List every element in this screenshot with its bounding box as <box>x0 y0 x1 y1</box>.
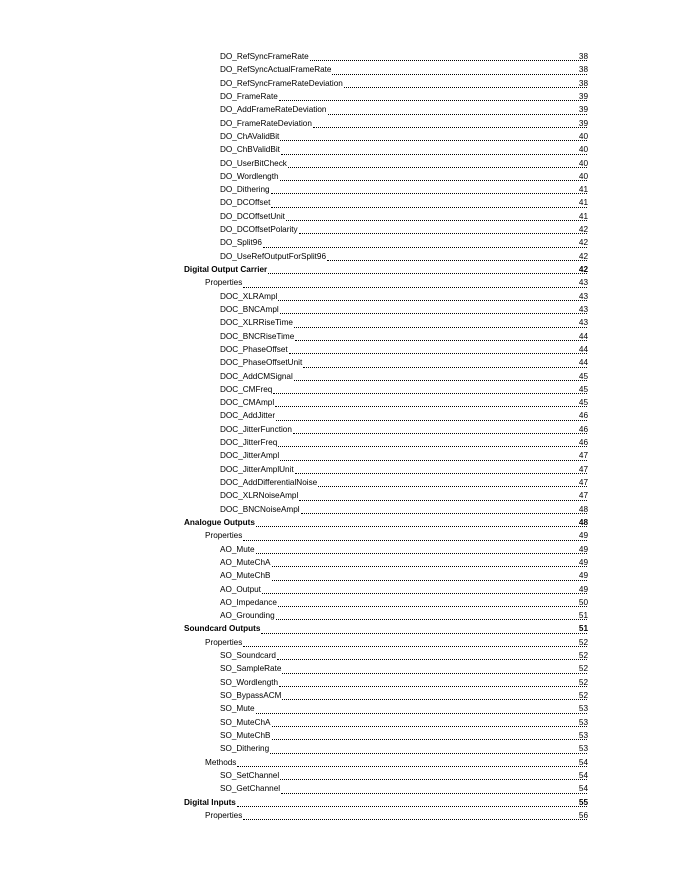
toc-entry-label: DOC_CMAmpl <box>220 398 275 408</box>
toc-subsection[interactable] <box>0 276 680 289</box>
dot-leader <box>272 565 587 567</box>
toc-entry-text <box>220 396 589 409</box>
toc-entry-label: DOC_AddDifferentialNoise <box>220 478 318 487</box>
toc-entry[interactable] <box>0 716 680 729</box>
dot-leader <box>278 299 587 301</box>
toc-page-number: 42 <box>578 251 588 261</box>
toc-entry[interactable] <box>0 409 680 422</box>
toc-page-number: 49 <box>578 531 588 541</box>
toc-entry[interactable] <box>0 729 680 742</box>
dot-leader <box>243 286 587 288</box>
toc-section-heading[interactable] <box>0 796 680 809</box>
dot-leader <box>281 153 587 155</box>
toc-entry-label: DO_ChAValidBit <box>220 131 280 141</box>
toc-entry-label: DO_AddFrameRateDeviation <box>220 105 327 115</box>
dot-leader <box>268 272 587 274</box>
toc-entry-label: DO_FrameRateDeviation <box>220 118 312 128</box>
dot-leader <box>271 206 587 208</box>
toc-entry[interactable] <box>0 662 680 675</box>
toc-entry-text <box>220 782 589 795</box>
toc-page-number: 53 <box>578 717 588 727</box>
toc-entry-text <box>184 263 589 276</box>
toc-page-number: 56 <box>578 810 588 820</box>
toc-entry[interactable] <box>0 476 680 489</box>
toc-entry[interactable] <box>0 250 680 263</box>
toc-entry-label: DO_UserBitCheck <box>220 158 287 168</box>
toc-entry[interactable] <box>0 449 680 462</box>
toc-entry-text <box>205 529 589 542</box>
toc-entry-text <box>220 130 589 143</box>
toc-entry-label: SO_GetChannel <box>220 784 281 794</box>
toc-entry-label: Digital Inputs <box>184 797 236 807</box>
toc-entry[interactable] <box>0 343 680 356</box>
toc-page-number: 52 <box>578 677 588 687</box>
toc-entry-text <box>220 63 589 76</box>
toc-entry-label: DOC_AddJitter <box>220 411 276 421</box>
toc-page-number: 50 <box>578 597 588 607</box>
toc-entry-label: DO_DCOffsetUnit <box>220 211 285 221</box>
toc-entry[interactable] <box>0 63 680 76</box>
toc-page-number: 42 <box>578 225 588 235</box>
dot-leader <box>280 459 587 461</box>
toc-entry[interactable] <box>0 396 680 409</box>
toc-entry-label: SO_Soundcard <box>220 651 276 661</box>
toc-page-number: 38 <box>578 65 588 75</box>
toc-entry[interactable] <box>0 183 680 196</box>
toc-entry-text <box>220 316 589 329</box>
toc-entry-label: AO_MuteChA <box>220 557 271 567</box>
toc-entry-label: DOC_BNCRiseTime <box>220 331 295 341</box>
toc-page-number: 44 <box>578 344 588 354</box>
toc-page-number: 53 <box>578 730 588 740</box>
toc-page-number: 51 <box>578 611 588 621</box>
toc-entry-label: DOC_JitterFreq <box>220 438 278 448</box>
toc-entry-label: AO_Mute <box>220 544 255 554</box>
toc-entry[interactable] <box>0 223 680 236</box>
dot-leader <box>294 326 587 328</box>
toc-entry[interactable] <box>0 503 680 516</box>
toc-page-number: 43 <box>578 304 588 314</box>
toc-entry[interactable] <box>0 689 680 702</box>
toc-entry-label: DO_FrameRate <box>220 91 278 101</box>
toc-entry-label: DOC_JitterAmplUnit <box>220 464 294 474</box>
toc-entry-label: DOC_AddCMSignal <box>220 371 293 381</box>
toc-entry-label: SO_MuteChB <box>220 730 271 740</box>
toc-entry-label: DO_DCOffset <box>220 198 271 208</box>
toc-entry-text <box>220 157 589 170</box>
toc-entry[interactable] <box>0 236 680 249</box>
toc-entry-label: Properties <box>205 531 243 541</box>
dot-leader <box>276 618 587 620</box>
toc-entry-label: Soundcard Outputs <box>184 624 261 634</box>
dot-leader <box>273 392 587 394</box>
dot-leader <box>313 126 587 128</box>
toc-entry-label: Analogue Outputs <box>184 517 255 527</box>
dot-leader <box>301 512 587 514</box>
toc-entry[interactable] <box>0 436 680 449</box>
dot-leader <box>237 765 587 767</box>
toc-entry-label: DO_DCOffsetPolarity <box>220 225 298 235</box>
toc-entry-label: Properties <box>205 278 243 288</box>
toc-entry-text <box>220 662 589 675</box>
toc-page-number: 38 <box>578 78 588 88</box>
toc-page-number: 48 <box>578 504 588 514</box>
toc-entry[interactable] <box>0 330 680 343</box>
toc-page-number: 47 <box>578 464 588 474</box>
toc-entry-text <box>205 809 589 822</box>
toc-page-number: 47 <box>578 491 588 501</box>
toc-entry-text <box>184 622 589 635</box>
dot-leader <box>299 232 587 234</box>
toc-entry[interactable] <box>0 370 680 383</box>
dot-leader <box>286 219 587 221</box>
toc-entry-text <box>184 516 589 529</box>
toc-entry[interactable] <box>0 782 680 795</box>
toc-entry-text <box>220 423 589 436</box>
toc-entry[interactable] <box>0 77 680 90</box>
toc-entry-label: SO_SetChannel <box>220 770 280 780</box>
toc-entry[interactable] <box>0 90 680 103</box>
toc-entry-text <box>220 343 589 356</box>
dot-leader <box>272 738 587 740</box>
toc-entry[interactable] <box>0 143 680 156</box>
dot-leader <box>256 525 587 527</box>
toc-page-number: 49 <box>578 557 588 567</box>
toc-entry-label: DOC_BNCNoiseAmpl <box>220 504 300 514</box>
dot-leader <box>271 192 587 194</box>
dot-leader <box>237 805 587 807</box>
dot-leader <box>310 59 587 61</box>
toc-entry-text <box>220 449 589 462</box>
toc-entry-label: Methods <box>205 757 237 767</box>
toc-entry[interactable] <box>0 117 680 130</box>
toc-page-number: 45 <box>578 371 588 381</box>
toc-entry[interactable] <box>0 543 680 556</box>
toc-entry[interactable] <box>0 103 680 116</box>
toc-entry-text <box>220 476 589 489</box>
dot-leader <box>243 539 587 541</box>
toc-page-number: 41 <box>578 211 588 221</box>
toc-entry-label: DOC_XLRRiseTime <box>220 318 293 328</box>
toc-entry[interactable] <box>0 596 680 609</box>
toc-entry[interactable] <box>0 130 680 143</box>
toc-entry-text <box>220 569 589 582</box>
toc-entry-text <box>220 383 589 396</box>
toc-entry-label: Properties <box>205 637 243 647</box>
toc-entry-label: DO_RefSyncFrameRateDeviation <box>220 78 343 88</box>
dot-leader <box>277 658 587 660</box>
dot-leader <box>332 73 587 75</box>
toc-entry-text <box>220 543 589 556</box>
toc-page-number: 42 <box>578 238 588 248</box>
toc-page-number: 54 <box>578 770 588 780</box>
toc-entry-text <box>220 689 589 702</box>
toc-page-number: 40 <box>578 158 588 168</box>
toc-page-number: 55 <box>578 797 588 807</box>
dot-leader <box>276 419 587 421</box>
toc-entry-text <box>220 290 589 303</box>
dot-leader <box>280 179 587 181</box>
toc-page-number: 38 <box>578 52 588 61</box>
toc-entry-text <box>220 223 589 236</box>
dot-leader <box>327 259 587 261</box>
toc-entry-text <box>220 370 589 383</box>
dot-leader <box>261 632 587 634</box>
toc-entry-text <box>220 330 589 343</box>
toc-page-number: 54 <box>578 784 588 794</box>
dot-leader <box>270 752 587 754</box>
toc-entry-text <box>220 503 589 516</box>
toc-entry-label: SO_MuteChA <box>220 717 271 727</box>
toc-entry[interactable] <box>0 50 680 63</box>
toc-entry-text <box>220 609 589 622</box>
toc-entry-label: AO_Grounding <box>220 611 275 621</box>
toc-entry-label: SO_Dithering <box>220 744 270 754</box>
toc-entry-label: DOC_PhaseOffsetUnit <box>220 358 303 368</box>
toc-page-number: 46 <box>578 424 588 434</box>
toc-page-number: 46 <box>578 438 588 448</box>
toc-entry[interactable] <box>0 769 680 782</box>
toc-section-heading[interactable] <box>0 622 680 635</box>
toc-entry-label: Digital Output Carrier <box>184 265 268 274</box>
toc-entry[interactable] <box>0 303 680 316</box>
toc-page-number: 40 <box>578 171 588 181</box>
toc-entry-text <box>220 436 589 449</box>
dot-leader <box>318 485 587 487</box>
toc-page-number: 40 <box>578 131 588 141</box>
toc-entry-label: AO_MuteChB <box>220 571 271 581</box>
toc-entry-text <box>220 170 589 183</box>
toc-entry[interactable] <box>0 569 680 582</box>
toc-section-heading[interactable] <box>0 516 680 529</box>
toc-page-number: 53 <box>578 744 588 754</box>
dot-leader <box>282 672 587 674</box>
toc-page-number: 43 <box>578 278 588 288</box>
toc-entry-label: DO_RefSyncFrameRate <box>220 52 309 61</box>
toc-page-number: 53 <box>578 704 588 714</box>
toc-entry[interactable] <box>0 157 680 170</box>
toc-page-number: 47 <box>578 451 588 461</box>
toc-entry[interactable] <box>0 702 680 715</box>
toc-entry-text <box>184 796 589 809</box>
toc-entry-text <box>220 742 589 755</box>
toc-entry-text <box>205 756 589 769</box>
toc-page-number: 52 <box>578 651 588 661</box>
toc-entry-text <box>220 236 589 249</box>
toc-entry-text <box>220 77 589 90</box>
dot-leader <box>280 778 587 780</box>
dot-leader <box>256 552 587 554</box>
dot-leader <box>303 366 587 368</box>
toc-entry-label: DO_Split96 <box>220 238 262 248</box>
dot-leader <box>294 379 587 381</box>
toc-subsection[interactable] <box>0 636 680 649</box>
toc-entry[interactable] <box>0 742 680 755</box>
dot-leader <box>295 339 587 341</box>
toc-entry-text <box>220 210 589 223</box>
toc-page-number: 41 <box>578 185 588 195</box>
toc-entry-label: DO_ChBValidBit <box>220 145 280 155</box>
dot-leader <box>256 712 587 714</box>
toc-subsection[interactable] <box>0 529 680 542</box>
dot-leader <box>288 166 587 168</box>
toc-entry-text <box>220 90 589 103</box>
toc-page-number: 52 <box>578 691 588 700</box>
toc-entry[interactable] <box>0 383 680 396</box>
toc-entry[interactable] <box>0 676 680 689</box>
dot-leader <box>279 685 587 687</box>
dot-leader <box>280 139 587 141</box>
toc-page-number: 49 <box>578 584 588 594</box>
toc-entry-text <box>220 196 589 209</box>
dot-leader <box>299 499 587 501</box>
toc-subsection[interactable] <box>0 756 680 769</box>
toc-entry-label: DO_Wordlength <box>220 171 279 181</box>
toc-entry-text <box>220 649 589 662</box>
dot-leader <box>262 592 587 594</box>
dot-leader <box>293 432 587 434</box>
toc-entry-label: SO_Wordlength <box>220 677 279 687</box>
toc-entry[interactable] <box>0 463 680 476</box>
toc-entry-label: DOC_PhaseOffset <box>220 344 288 354</box>
toc-page-number: 41 <box>578 198 588 208</box>
toc-entry-label: DOC_XLRAmpl <box>220 291 278 301</box>
toc-page-number: 39 <box>578 118 588 128</box>
toc-page-number: 54 <box>578 757 588 767</box>
toc-page-number: 47 <box>578 478 588 487</box>
toc-entry-label: DOC_XLRNoiseAmpl <box>220 491 299 501</box>
toc-entry-text <box>220 583 589 596</box>
toc-page-number: 43 <box>578 318 588 328</box>
dot-leader <box>282 698 587 700</box>
toc-entry-text <box>220 183 589 196</box>
toc-entry-label: DOC_CMFreq <box>220 384 273 394</box>
toc-entry-text <box>220 50 589 63</box>
toc-entry-label: SO_Mute <box>220 704 255 714</box>
toc-entry-text <box>220 303 589 316</box>
toc-entry-label: SO_BypassACM <box>220 691 282 700</box>
toc-entry-text <box>220 117 589 130</box>
toc-entry-text <box>220 769 589 782</box>
dot-leader <box>280 312 587 314</box>
toc-page-number: 49 <box>578 571 588 581</box>
toc-entry[interactable] <box>0 170 680 183</box>
toc-entry-text <box>220 596 589 609</box>
toc-page-number: 40 <box>578 145 588 155</box>
table-of-contents <box>0 50 680 822</box>
toc-page-number: 48 <box>578 517 588 527</box>
dot-leader <box>272 579 587 581</box>
dot-leader <box>243 818 587 820</box>
toc-entry[interactable] <box>0 210 680 223</box>
toc-entry[interactable] <box>0 609 680 622</box>
toc-entry-text <box>220 409 589 422</box>
toc-entry[interactable] <box>0 489 680 502</box>
toc-entry-text <box>205 276 589 289</box>
toc-entry[interactable] <box>0 356 680 369</box>
toc-subsection[interactable] <box>0 809 680 822</box>
toc-entry-text <box>220 463 589 476</box>
toc-entry[interactable] <box>0 423 680 436</box>
dot-leader <box>344 86 587 88</box>
toc-entry-label: DOC_JitterAmpl <box>220 451 280 461</box>
dot-leader <box>281 792 587 794</box>
toc-entry-text <box>205 636 589 649</box>
toc-section-heading[interactable] <box>0 263 680 276</box>
toc-entry-label: AO_Output <box>220 584 261 594</box>
toc-entry[interactable] <box>0 556 680 569</box>
dot-leader <box>243 645 587 647</box>
toc-page-number: 46 <box>578 411 588 421</box>
toc-entry-label: SO_SampleRate <box>220 664 282 674</box>
toc-page-number: 52 <box>578 637 588 647</box>
dot-leader <box>275 405 587 407</box>
toc-page-number: 39 <box>578 91 588 101</box>
dot-leader <box>272 725 587 727</box>
toc-page-number: 49 <box>578 544 588 554</box>
toc-entry-label: DO_Dithering <box>220 185 270 195</box>
toc-entry[interactable] <box>0 290 680 303</box>
toc-entry-text <box>220 676 589 689</box>
toc-entry-label: DOC_BNCAmpl <box>220 304 279 314</box>
toc-entry[interactable] <box>0 583 680 596</box>
toc-entry-text <box>220 729 589 742</box>
toc-entry-text <box>220 489 589 502</box>
toc-page-number: 45 <box>578 384 588 394</box>
toc-entry-text <box>220 103 589 116</box>
toc-entry-text <box>220 556 589 569</box>
toc-entry-text <box>220 356 589 369</box>
toc-entry-text <box>220 716 589 729</box>
toc-entry-label: AO_Impedance <box>220 597 277 607</box>
toc-page-number: 39 <box>578 105 588 115</box>
dot-leader <box>295 472 587 474</box>
toc-page-number: 52 <box>578 664 588 674</box>
dot-leader <box>278 445 587 447</box>
toc-entry-label: Properties <box>205 810 243 820</box>
toc-entry-label: DO_RefSyncActualFrameRate <box>220 65 332 75</box>
toc-entry-label: DO_UseRefOutputForSplit96 <box>220 251 327 261</box>
toc-entry-label: DOC_JitterFunction <box>220 424 292 434</box>
toc-entry[interactable] <box>0 196 680 209</box>
toc-entry-text <box>220 143 589 156</box>
dot-leader <box>279 99 587 101</box>
dot-leader <box>278 605 587 607</box>
toc-page-number: 43 <box>578 291 588 301</box>
toc-entry-text <box>220 702 589 715</box>
toc-entry[interactable] <box>0 316 680 329</box>
toc-page-number: 44 <box>578 331 588 341</box>
toc-page-number: 44 <box>578 358 588 368</box>
dot-leader <box>289 352 587 354</box>
toc-entry-text <box>220 250 589 263</box>
toc-page-number: 51 <box>578 624 588 634</box>
toc-entry[interactable] <box>0 649 680 662</box>
toc-page-number: 45 <box>578 398 588 408</box>
dot-leader <box>263 246 587 248</box>
dot-leader <box>328 113 588 115</box>
toc-page-number: 42 <box>578 265 588 274</box>
